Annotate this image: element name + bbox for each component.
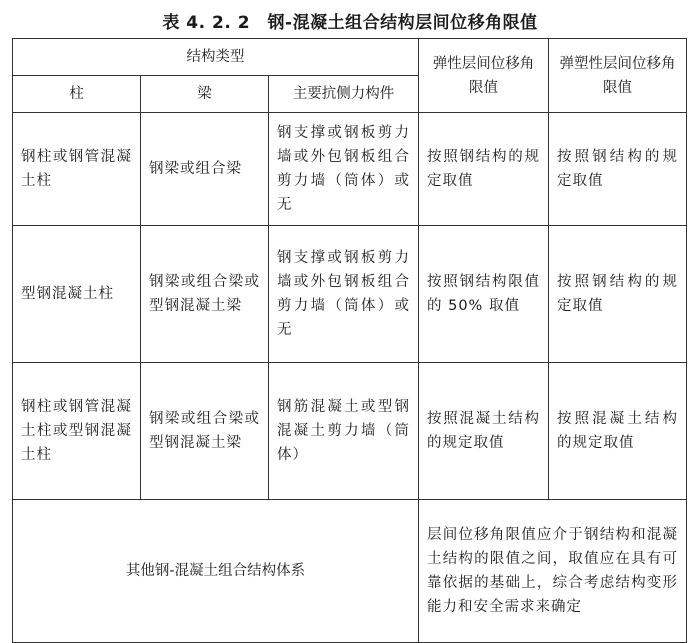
header-column: 柱 — [13, 76, 141, 113]
cell-column: 型钢混凝土柱 — [13, 226, 141, 363]
table-row — [13, 500, 687, 643]
header-elastoplastic-limit: 弹塑性层间位移角限值 — [549, 39, 687, 113]
header-beam: 梁 — [141, 76, 269, 113]
cell-elastic: 按照混凝土结构的规定取值 — [419, 363, 549, 500]
header-structure-type: 结构类型 — [13, 39, 419, 76]
table-row — [13, 113, 687, 226]
table-caption: 表 4. 2. 2 钢-混凝土组合结构层间位移角限值 — [162, 13, 538, 33]
cell-other-note: 层间位移角限值应介于钢结构和混凝土结构的限值之间，取值应在具有可靠依据的基础上，综合考虑结构变形能力和安全需求来确定 — [419, 500, 687, 643]
cell-column: 钢柱或钢管混凝土柱 — [13, 113, 141, 226]
header-elastic-limit: 弹性层间位移角限值 — [419, 39, 549, 113]
header-lateral: 主要抗侧力构件 — [269, 76, 419, 113]
cell-elastic: 按照钢结构限值的 50% 取值 — [419, 226, 549, 363]
cell-elastoplastic: 按照混凝土结构的规定取值 — [549, 363, 687, 500]
header-row-1 — [13, 39, 687, 76]
cell-elastic: 按照钢结构的规定取值 — [419, 113, 549, 226]
cell-beam: 钢梁或组合梁或型钢混凝土梁 — [141, 363, 269, 500]
cell-beam: 钢梁或组合梁或型钢混凝土梁 — [141, 226, 269, 363]
cell-lateral: 钢支撑或钢板剪力墙或外包钢板组合剪力墙（筒体）或无 — [269, 113, 419, 226]
cell-elastoplastic: 按照钢结构的规定取值 — [549, 226, 687, 363]
table-row — [13, 363, 687, 500]
cell-lateral: 钢筋混凝土或型钢混凝土剪力墙（筒体） — [269, 363, 419, 500]
cell-lateral: 钢支撑或钢板剪力墙或外包钢板组合剪力墙（筒体）或无 — [269, 226, 419, 363]
cell-other-system: 其他钢-混凝土组合结构体系 — [13, 500, 419, 643]
cell-elastoplastic: 按照钢结构的规定取值 — [549, 113, 687, 226]
drift-limit-table — [12, 38, 687, 643]
cell-beam: 钢梁或组合梁 — [141, 113, 269, 226]
table-row — [13, 226, 687, 363]
cell-column: 钢柱或钢管混凝土柱或型钢混凝土柱 — [13, 363, 141, 500]
